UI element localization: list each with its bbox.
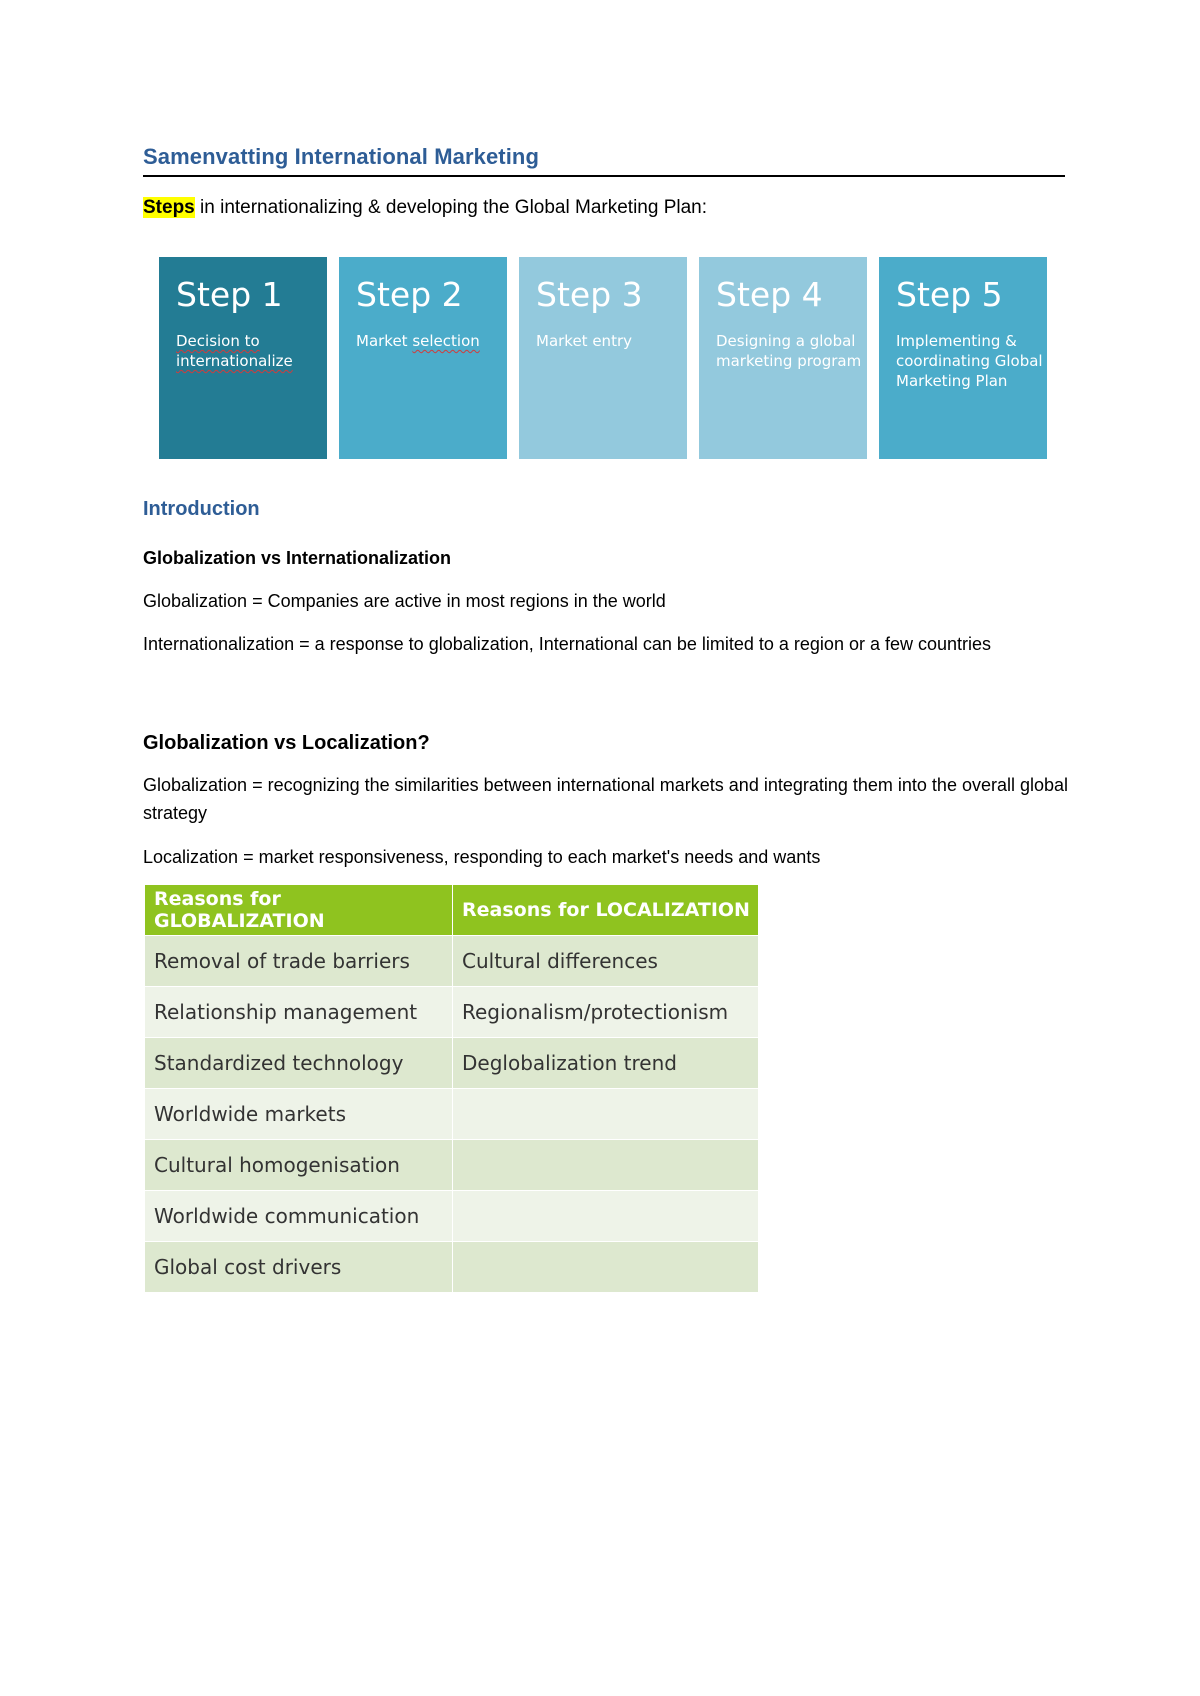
steps-intro-text: in internationalizing & developing the Global Marketing Plan: [194,197,708,218]
subheading-glob-vs-int: Globalization vs Internationalization [143,548,452,568]
table-cell: Cultural differences [453,936,759,987]
table-header-row [145,885,759,936]
table-cell: Removal of trade barriers [145,936,453,987]
table-header-cell: Reasons for GLOBALIZATION [145,885,453,936]
table-cell: Standardized technology [145,1038,453,1089]
step-description: Market entry [536,332,632,350]
table-cell: Global cost drivers [145,1242,453,1293]
table-cell: Regionalism/protectionism [453,987,759,1038]
highlighted-word: Steps [143,197,195,218]
step-5-box [879,257,1047,459]
paragraph-globalization-def: Globalization = Companies are active in most regions in the world [143,591,666,611]
table-cell [453,1089,759,1140]
paragraph-internationalization-def: Internationalization = a response to globalization, International can be limited to a region or a few countries [143,634,992,654]
step-1-box [159,257,327,459]
table-cell: Worldwide communication [145,1191,453,1242]
table-header-cell: Reasons for LOCALIZATION [453,885,759,936]
step-heading: Step 5 [896,275,1003,314]
paragraph-globalization-strategy: Globalization = recognizing the similarities between international markets and integrating them into the overall global strategy [143,775,1069,823]
table-row [145,1038,759,1089]
table-cell: Cultural homogenisation [145,1140,453,1191]
table-row [145,1191,759,1242]
table-cell: Worldwide markets [145,1089,453,1140]
table-row [145,936,759,987]
table-cell [453,1191,759,1242]
steps-diagram [159,257,1045,459]
table-cell: Deglobalization trend [453,1038,759,1089]
table-row [145,987,759,1038]
step-heading: Step 3 [536,275,643,314]
step-3-box [519,257,687,459]
table-row [145,1242,759,1293]
step-heading: Step 1 [176,275,283,314]
section-heading-introduction: Introduction [143,498,260,520]
step-description: Decision to internationalize [176,332,293,370]
step-description: Market selection [356,332,480,350]
table-row [145,1089,759,1140]
step-2-box [339,257,507,459]
steps-intro-line [143,197,707,219]
reasons-table [144,884,759,1293]
table-row [145,1140,759,1191]
step-description: Designing a global marketing program [716,332,862,370]
step-heading: Step 4 [716,275,823,314]
step-description: Implementing & coordinating Global Marketing Plan [896,332,1043,390]
table-cell [453,1140,759,1191]
page-title: Samenvatting International Marketing [143,144,540,169]
step-4-box [699,257,867,459]
subheading-glob-vs-loc: Globalization vs Localization? [143,732,430,754]
step-description-spellmark: selection [412,332,480,350]
table-cell [453,1242,759,1293]
step-heading: Step 2 [356,275,463,314]
table-cell: Relationship management [145,987,453,1038]
paragraph-localization-def: Localization = market responsiveness, responding to each market's needs and wants [143,847,821,867]
title-divider [143,175,1065,177]
